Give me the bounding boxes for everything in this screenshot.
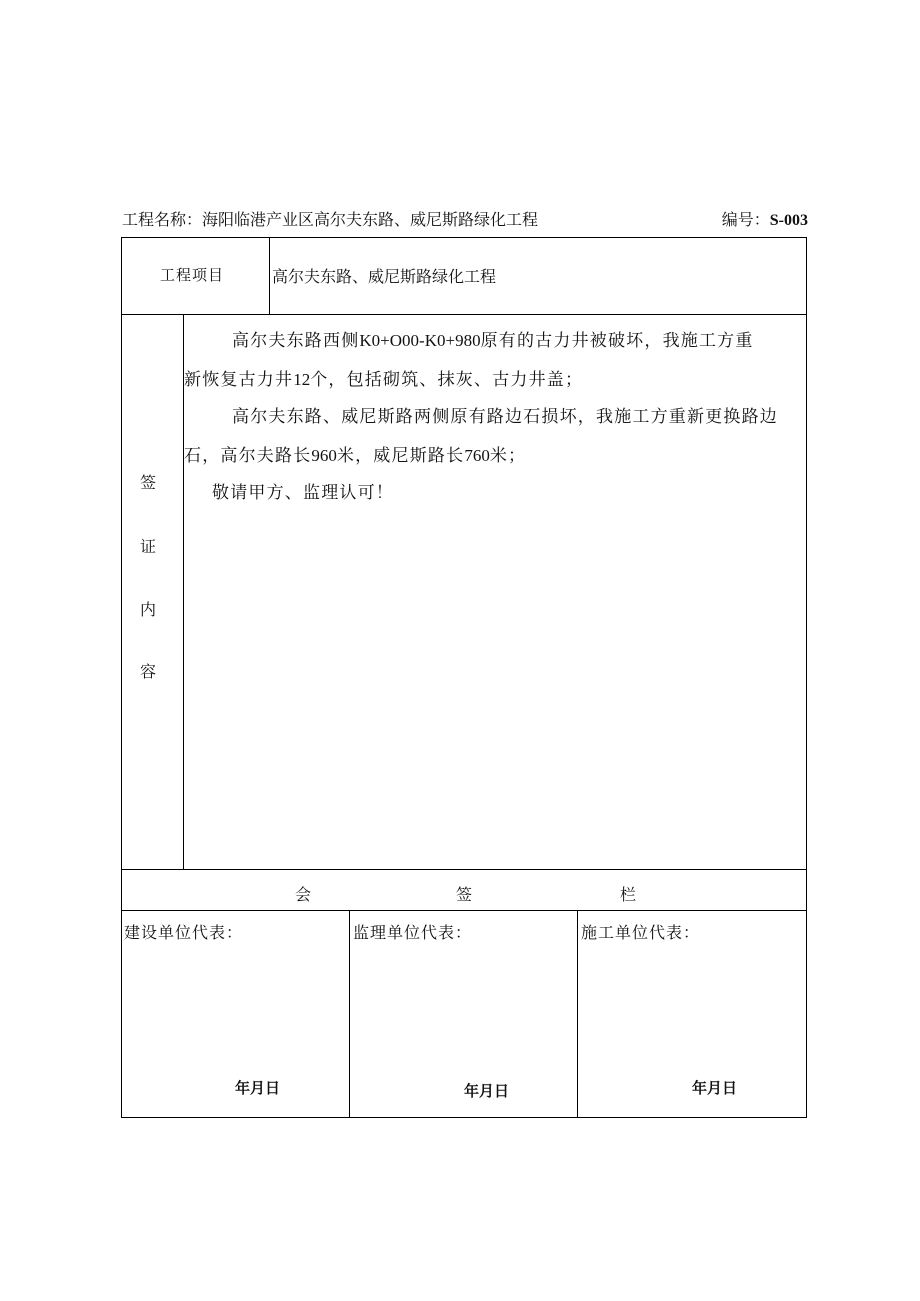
certificate-content	[184, 322, 796, 513]
content-line: 敬请甲方、监理认可！	[212, 483, 394, 503]
project-name: 工程名称：海阳临港产业区高尔夫东路、威尼斯路绿化工程	[122, 210, 539, 229]
rep-contractor-label: 施工单位代表：	[581, 923, 701, 942]
content-line: 石，高尔夫路长960米，威尼斯路长760米；	[184, 445, 527, 466]
content-line: 高尔夫东路西侧K0+O00-K0+980原有的古力井被破坏，我施工方重	[232, 331, 754, 351]
sign-title-char: 会	[295, 885, 312, 904]
content-line: 新恢复古力井12个，包括砌筑、抹灰、古力井盖；	[184, 369, 584, 390]
side-label-char: 签	[139, 473, 156, 492]
rep-owner-date: 年月日	[235, 1079, 281, 1097]
project-item-label: 工程项目	[160, 266, 225, 284]
side-label-char: 容	[139, 662, 156, 681]
side-label-char: 证	[139, 537, 156, 556]
rep-owner-label: 建设单位代表：	[124, 923, 244, 942]
content-line: 高尔夫东路、威尼斯路两侧原有路边石损坏，我施工方重新更换路边	[232, 407, 778, 427]
document-code: 编号：S-003	[721, 210, 808, 229]
sign-title-char: 签	[456, 885, 473, 904]
rep-supervisor-date: 年月日	[464, 1082, 510, 1100]
side-label-char: 内	[139, 600, 156, 619]
rep-contractor-date: 年月日	[692, 1079, 738, 1097]
rep-supervisor-label: 监理单位代表：	[353, 923, 473, 942]
document-header	[122, 208, 808, 232]
project-item-value: 高尔夫东路、威尼斯路绿化工程	[272, 267, 497, 286]
sign-title-char: 栏	[620, 885, 637, 904]
